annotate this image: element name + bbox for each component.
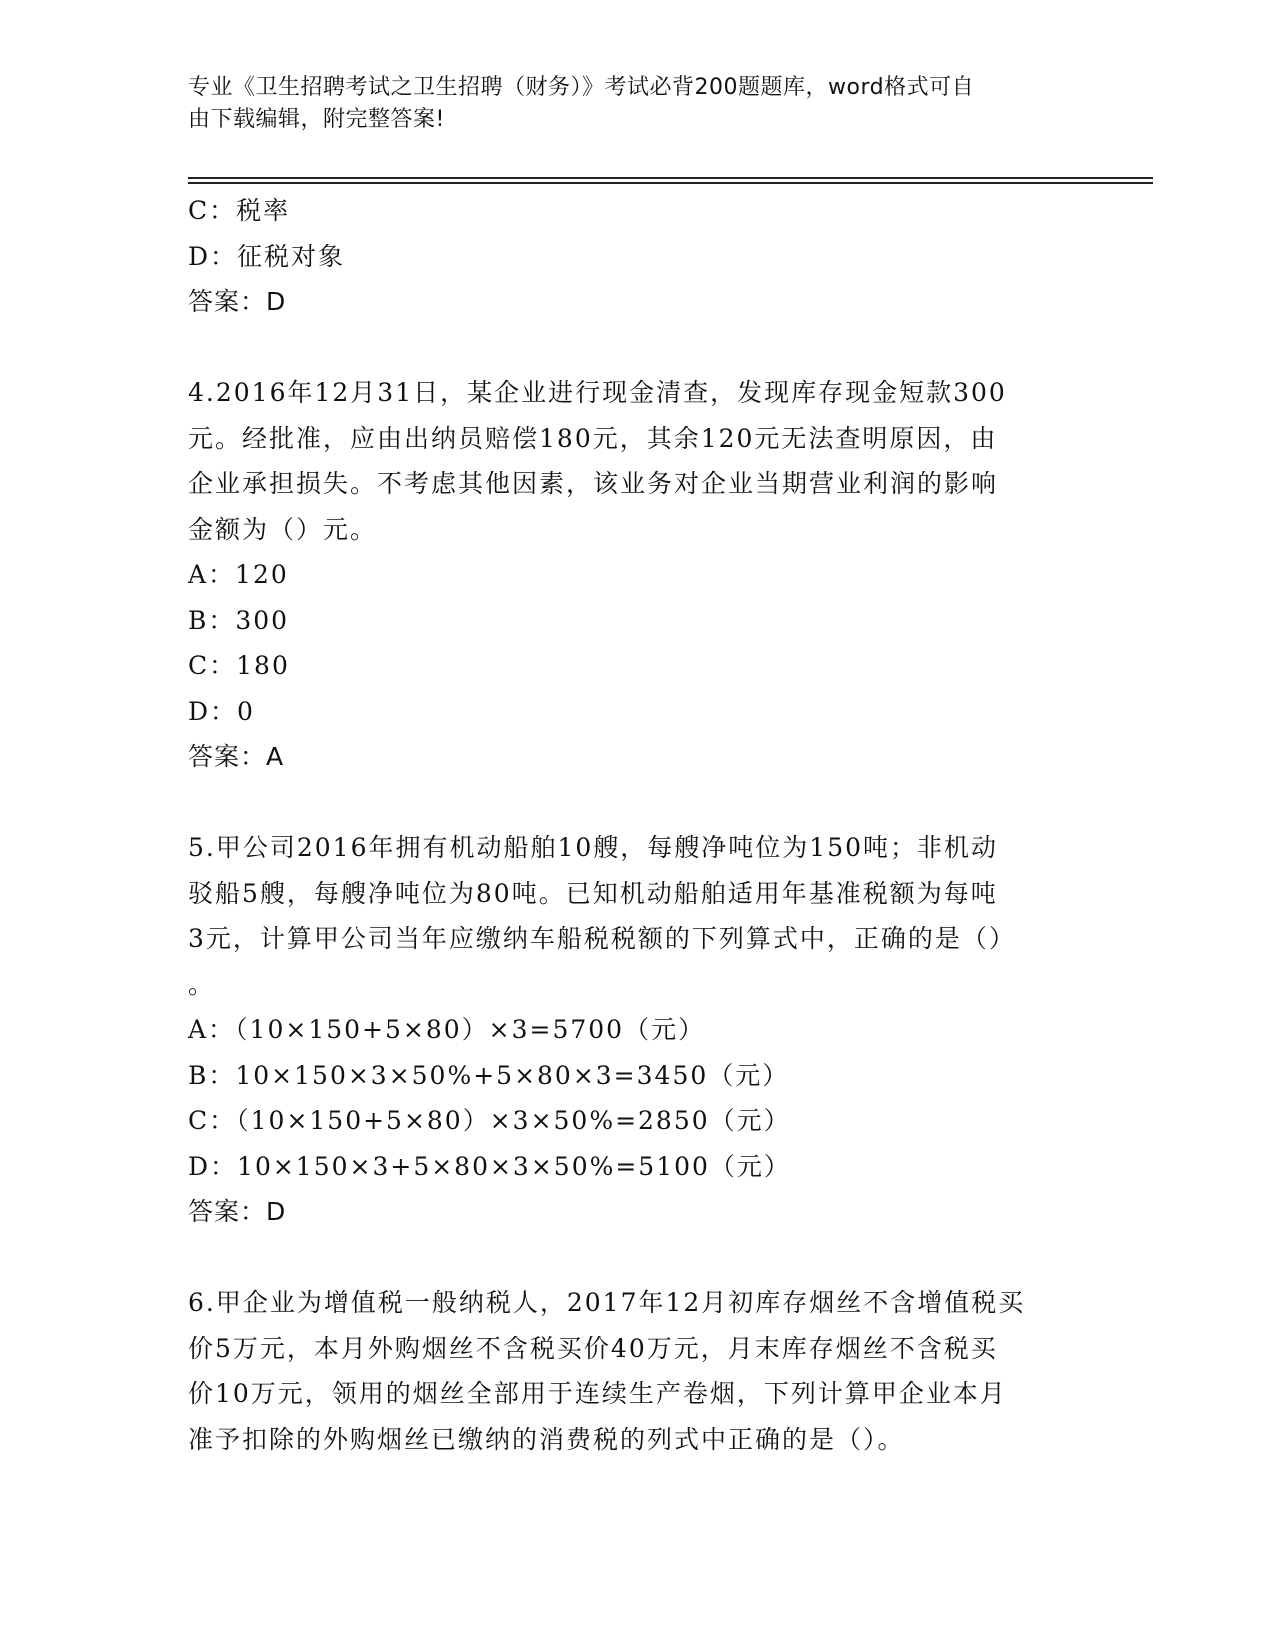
option-d: D：0 [188, 696, 255, 726]
spacer [188, 325, 1088, 371]
option-d: D：10×150×3+5×80×3×50%=5100（元） [188, 1151, 791, 1181]
option-b: B：300 [188, 605, 290, 635]
answer: 答案：D [188, 287, 287, 316]
question-text-line: 元。经批准，应由出纳员赔偿180元，其余120元无法查明原因，由 [188, 423, 998, 453]
question-4 [188, 370, 1088, 780]
question-text-line: 驳船5艘，每艘净吨位为80吨。已知机动船舶适用年基准税额为每吨 [188, 878, 998, 908]
answer: 答案：A [188, 742, 285, 771]
option-a: A：（10×150+5×80）×3=5700（元） [188, 1015, 706, 1044]
question-text-line: 价5万元，本月外购烟丝不含税买价40万元，月末库存烟丝不含税买 [188, 1333, 998, 1363]
question-text-line: 金额为（）元。 [188, 514, 378, 544]
question-text-line: 5.甲公司2016年拥有机动船舶10艘，每艘净吨位为150吨；非机动 [188, 833, 999, 862]
header-line-2: 由下载编辑，附完整答案! [188, 107, 445, 132]
question-text-line: 价10万元，领用的烟丝全部用于连续生产卷烟，下列计算甲企业本月 [188, 1379, 1007, 1408]
header-rule-top [188, 177, 1153, 179]
option-c: C：180 [188, 651, 290, 680]
answer: 答案：D [188, 1197, 287, 1226]
header-line-1: 专业《卫生招聘考试之卫生招聘（财务）》考试必背200题题库，word格式可自 [188, 75, 975, 100]
option-d: D：征税对象 [188, 241, 346, 271]
spacer [188, 780, 1088, 826]
question-6 [188, 1280, 1088, 1462]
question-text-line: 6.甲企业为增值税一般纳税人，2017年12月初库存烟丝不含增值税买 [188, 1288, 1026, 1317]
question-content [188, 188, 1088, 1462]
question-text-line: 4.2016年12月31日，某企业进行现金清查，发现库存现金短款300 [188, 378, 1007, 407]
header-rule-bottom [188, 182, 1153, 184]
option-a: A：120 [188, 560, 289, 589]
question-5 [188, 825, 1088, 1235]
question-text-line: 企业承担损失。不考虑其他因素，该业务对企业当期营业利润的影响 [188, 469, 999, 498]
option-c: C：税率 [188, 196, 291, 225]
option-b: B：10×150×3×50%+5×80×3=3450（元） [188, 1060, 790, 1090]
question-text-line: 。 [188, 969, 216, 999]
spacer [188, 1235, 1088, 1281]
question-text-line: 3元，计算甲公司当年应缴纳车船税税额的下列算式中，正确的是（） [188, 924, 1016, 953]
page-header [188, 72, 1068, 136]
question-text-line: 准予扣除的外购烟丝已缴纳的消费税的列式中正确的是（）。 [188, 1424, 905, 1454]
question-3-tail [188, 188, 1088, 325]
option-c: C：（10×150+5×80）×3×50%=2850（元） [188, 1106, 791, 1135]
